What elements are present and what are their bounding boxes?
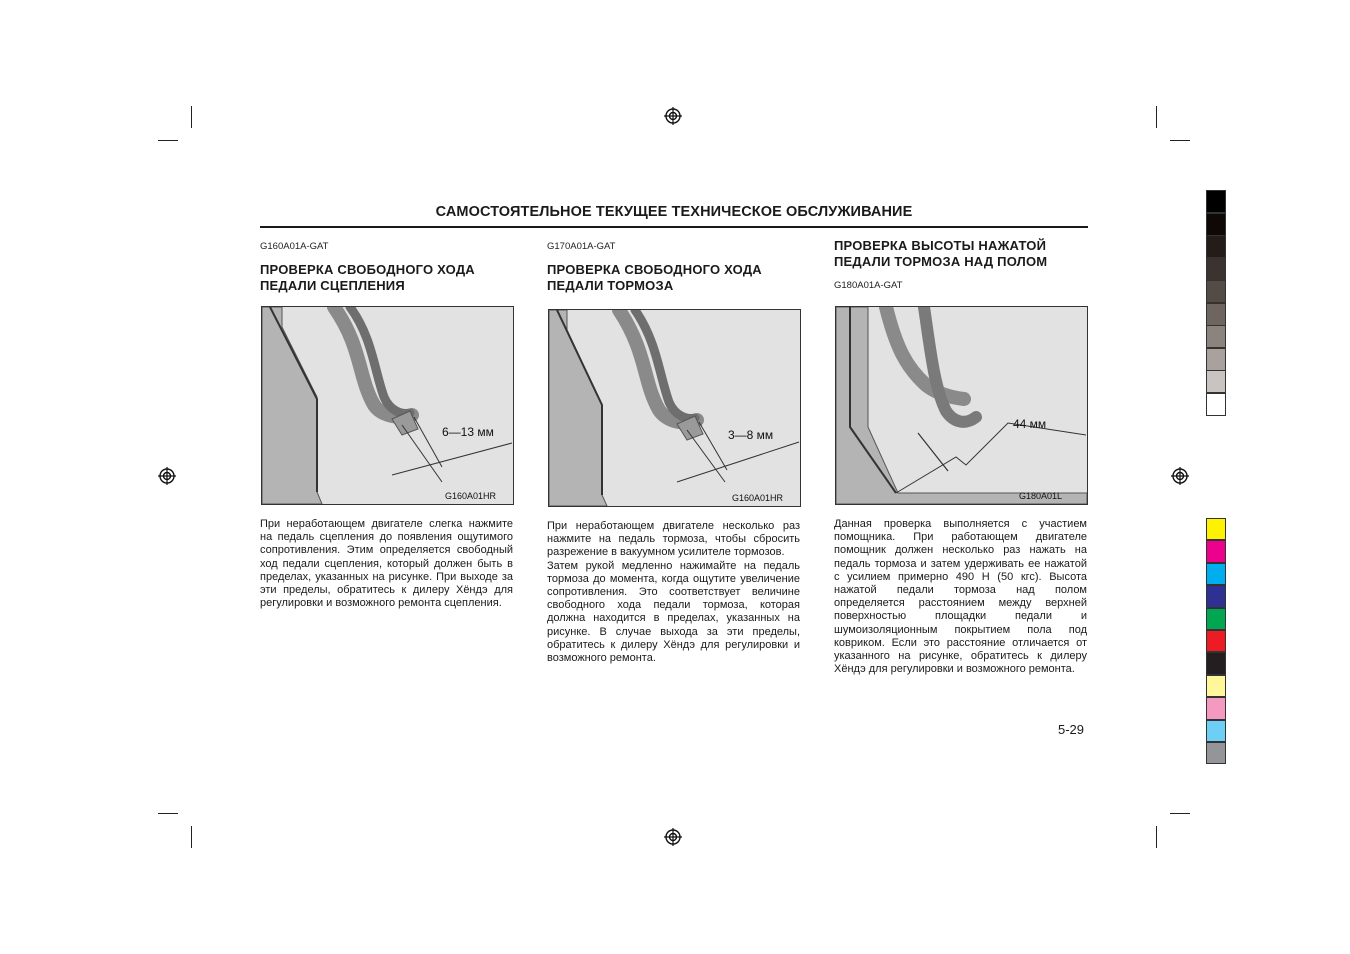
gray-swatch: [1206, 213, 1226, 236]
section-heading: ПРОВЕРКА ВЫСОТЫ НАЖАТОЙ ПЕДАЛИ ТОРМОЗА НАД ПОЛОМ: [834, 238, 1048, 269]
crop-mark: [191, 106, 192, 128]
crop-mark: [1170, 140, 1190, 141]
page-title: САМОСТОЯТЕЛЬНОЕ ТЕКУЩЕЕ ТЕХНИЧЕСКОЕ ОБСЛУЖИВАНИЕ: [435, 204, 913, 220]
clutch-pedal-figure: [261, 306, 514, 505]
crop-mark: [1170, 813, 1190, 814]
figure-code: G160A01HR: [445, 491, 497, 501]
pedal-illustration: [836, 307, 1087, 504]
color-swatch: [1206, 742, 1226, 764]
gray-swatch: [1206, 348, 1226, 371]
crop-mark: [1156, 106, 1157, 128]
body-text: При неработающем двигателе несколько раз нажмите на педаль тормоза, чтобы сбросить разрежение в вакуумном усилителе тормозов. Затем рукой медленно нажимайте на педаль тормоза до момента, когда ощутите увеличение сопротивления. Это соответствует величине свободного хода педали тормоза, которая должна находится в пределах, указанных на рисунке. В случае выхода за эти пределы, обратитесь к дилеру Хёндэ для регулировки и возможного ремонта.: [547, 520, 800, 665]
measurement-label: 6—13 мм: [442, 425, 494, 439]
registration-mark-icon: [158, 467, 176, 485]
registration-mark-icon: [664, 828, 682, 846]
section-heading: ПРОВЕРКА СВОБОДНОГО ХОДА ПЕДАЛИ СЦЕПЛЕНИЯ: [260, 262, 475, 293]
section-code: G170A01A-GAT: [547, 241, 616, 252]
gray-swatch: [1206, 303, 1226, 326]
title-rule: [260, 226, 1088, 228]
color-swatch: [1206, 652, 1226, 674]
section-heading: ПРОВЕРКА СВОБОДНОГО ХОДА ПЕДАЛИ ТОРМОЗА: [547, 262, 762, 293]
pedal-height-figure: [835, 306, 1088, 505]
registration-mark-icon: [1171, 467, 1189, 485]
gray-swatch: [1206, 393, 1226, 416]
brake-pedal-figure: [548, 309, 801, 507]
gray-swatch: [1206, 370, 1226, 393]
pedal-illustration: [262, 307, 513, 504]
color-swatch: [1206, 675, 1226, 697]
color-swatch: [1206, 608, 1226, 630]
page-number: 5-29: [1058, 722, 1085, 737]
gray-swatch: [1206, 325, 1226, 348]
gray-swatch: [1206, 235, 1226, 258]
color-swatch: [1206, 630, 1226, 652]
section-code: G160A01A-GAT: [260, 241, 329, 252]
registration-mark-icon: [664, 107, 682, 125]
gray-swatch: [1206, 280, 1226, 303]
gray-swatch: [1206, 190, 1226, 213]
crop-mark: [158, 140, 178, 141]
color-swatch: [1206, 518, 1226, 540]
color-swatch: [1206, 697, 1226, 719]
color-swatch: [1206, 720, 1226, 742]
crop-mark: [158, 813, 178, 814]
figure-code: G160A01HR: [732, 493, 784, 503]
gray-swatch: [1206, 258, 1226, 281]
measurement-label: 44 мм: [1013, 417, 1047, 431]
figure-code: G180A01L: [1019, 491, 1063, 501]
measurement-label: 3—8 мм: [728, 428, 774, 442]
section-code: G180A01A-GAT: [834, 280, 903, 291]
color-swatch: [1206, 563, 1226, 585]
color-swatch: [1206, 540, 1226, 562]
crop-mark: [191, 826, 192, 848]
body-text: Данная проверка выполняется с участием помощника. При работающем двигателе помощник должен несколько раз нажать на педаль тормоза и затем удерживать ее нажатой с усилием примерно 490 Н (50 кгс). Высота нажатой педали тормоза над полом определяется расстоянием между верхней поверхностью площадки педали и шумоизоляционным покрытием пола под ковриком. Если это расстояние отличается от указанного на рисунке, обратитесь к дилеру Хёндэ для регулировки и возможного ремонта.: [834, 518, 1087, 676]
body-text: При неработающем двигателе слегка нажмите на педаль сцепления до появления ощутимого сопротивления. Этим определяется свободный ход педали сцепления, который должен быть в пределах, указанных на рисунке. При выходе за эти пределы, обратитесь к дилеру Хёндэ для регулировки и возможного ремонта сцепления.: [260, 518, 513, 610]
pedal-illustration: [549, 310, 800, 506]
crop-mark: [1156, 826, 1157, 848]
color-swatch: [1206, 585, 1226, 607]
